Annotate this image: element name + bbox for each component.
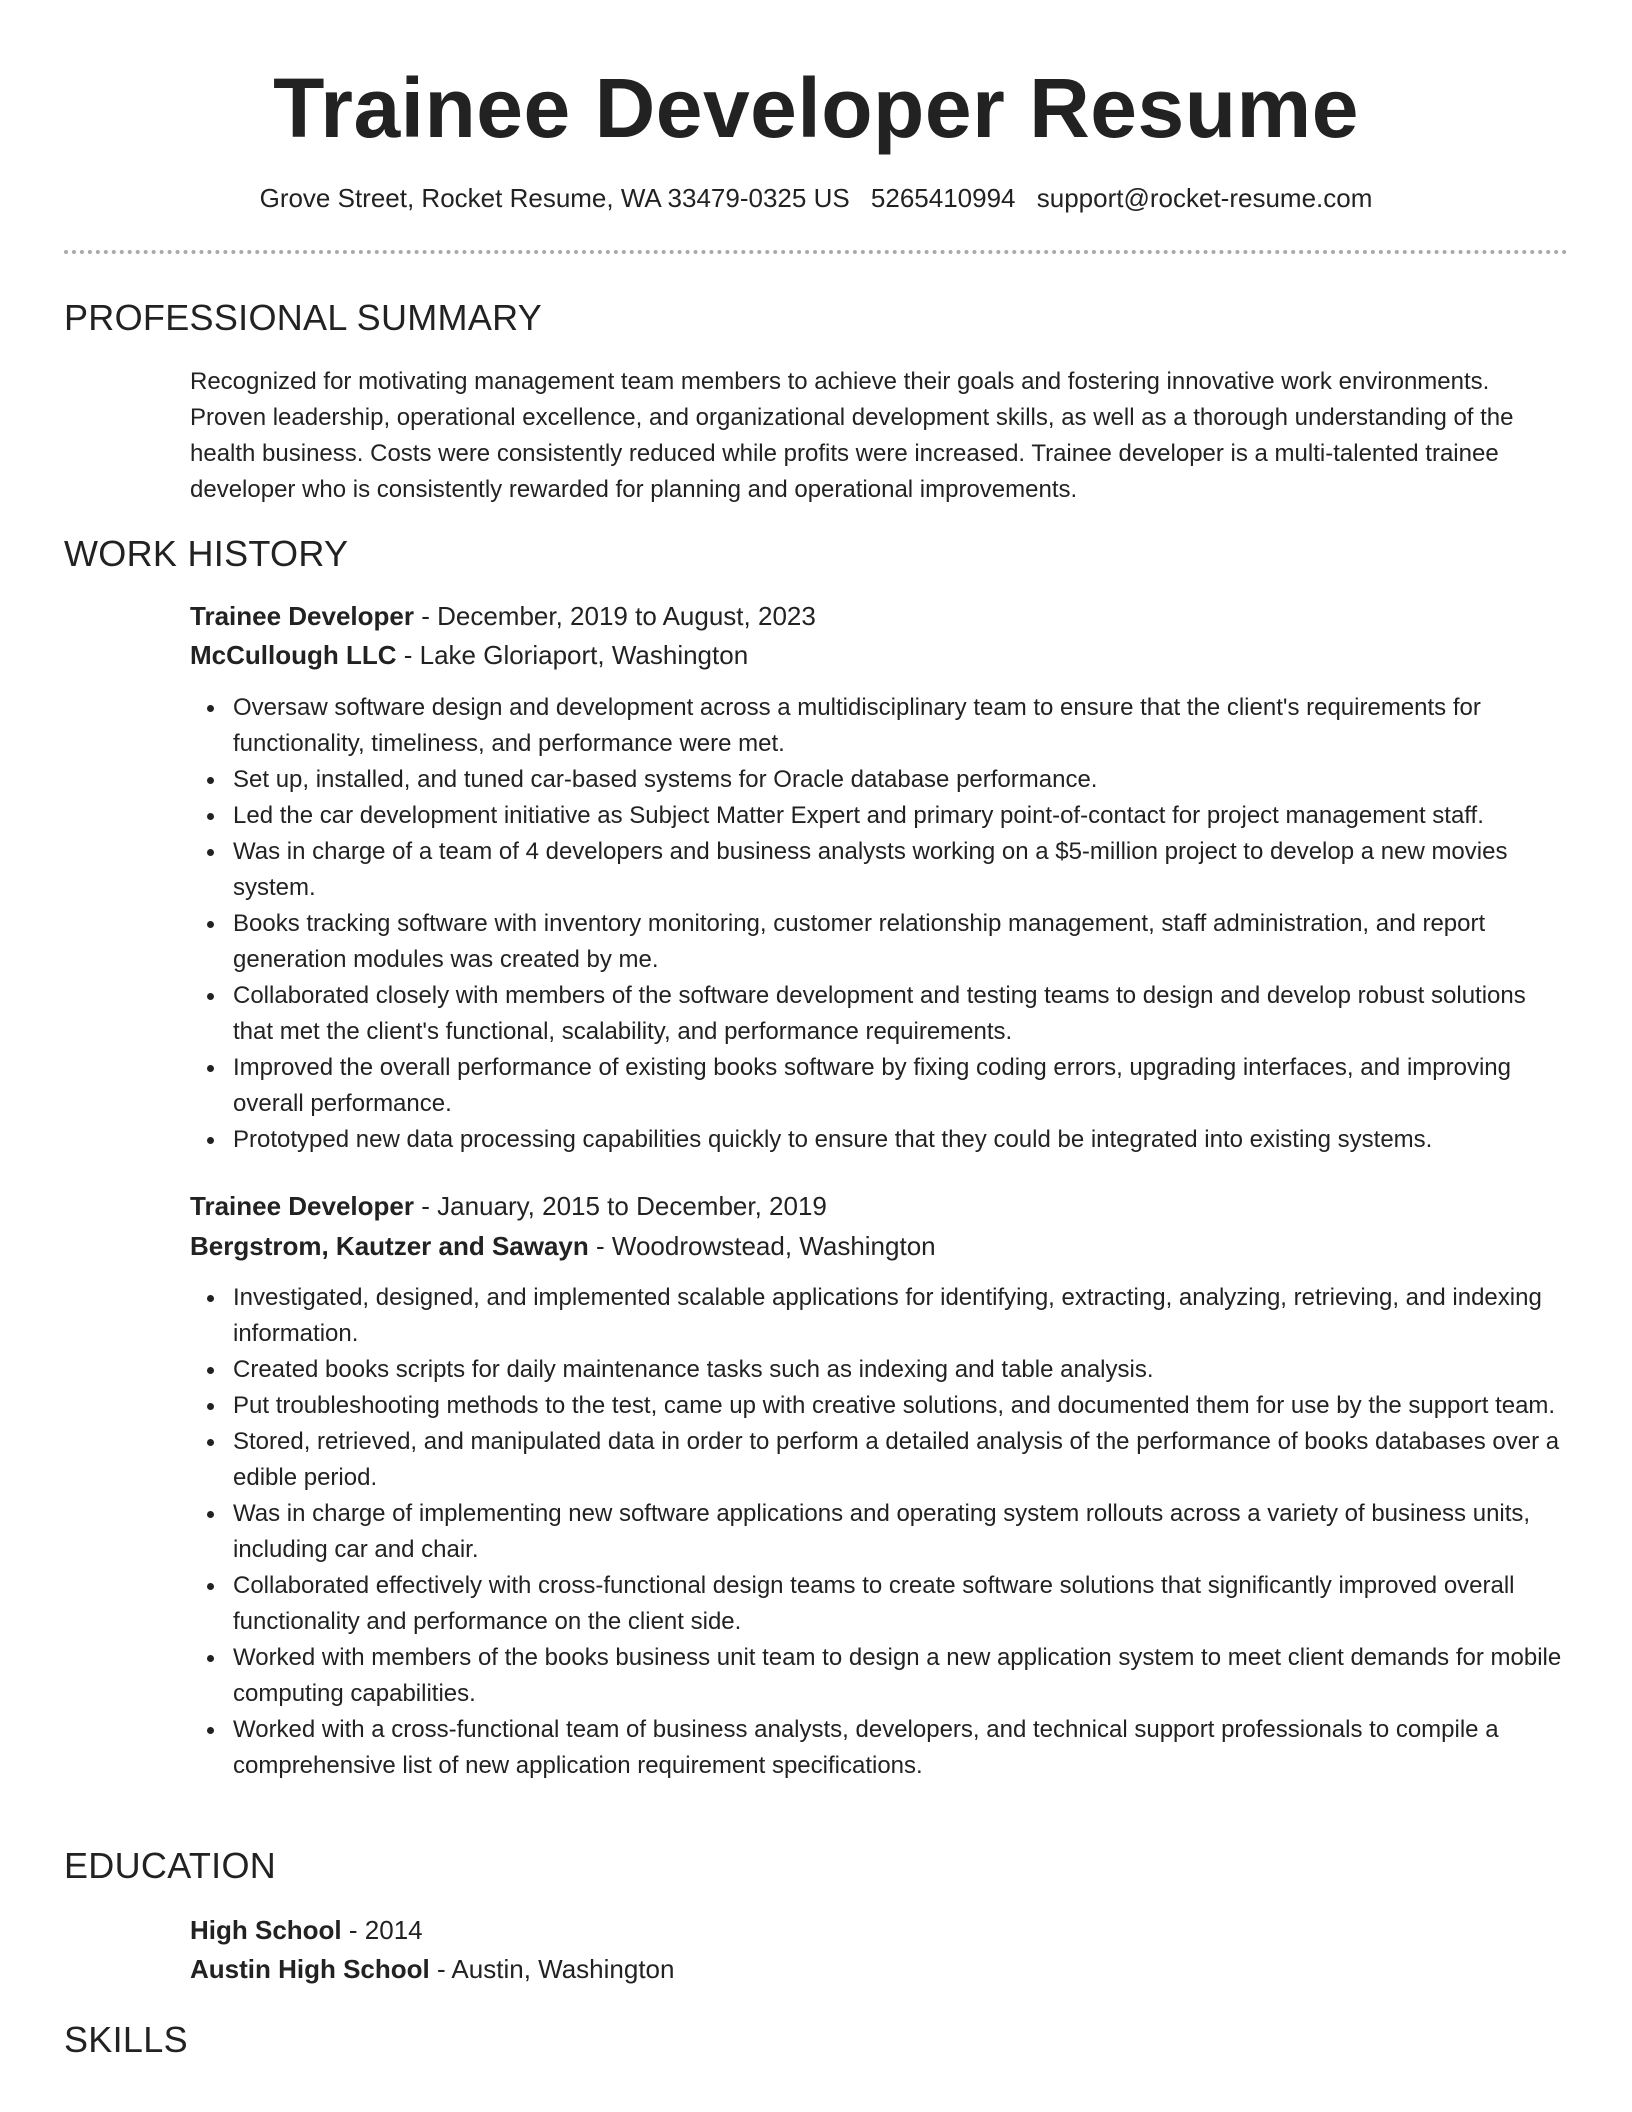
job-2-company-line (190, 1227, 1570, 1265)
contact-email: support@rocket-resume.com (1036, 183, 1373, 213)
contact-address: Grove Street, Rocket Resume, WA 33479-0325 US (259, 183, 850, 213)
list-item: Put troubleshooting methods to the test, came up with creative solutions, and documented them for use by the support team. (233, 1388, 1570, 1424)
job-2-dates: - January, 2015 to December, 2019 (414, 1191, 827, 1221)
job-2-company: Bergstrom, Kautzer and Sawayn (190, 1231, 589, 1261)
header-divider (64, 250, 1568, 254)
list-item: Investigated, designed, and implemented scalable applications for identifying, extracting, analyzing, retrieving, and indexing information. (233, 1280, 1570, 1352)
summary-text: Recognized for motivating management team members to achieve their goals and fostering innovative work environments. Proven leadership, operational excellence, and organizational development skills, as well as a thorough understanding of the health business. Costs were consistently reduced while profits were increased. Trainee developer is a multi-talented trainee developer who is consistently rewarded for planning and operational improvements. (190, 368, 1514, 503)
resume-title: Trainee Developer Resume (273, 61, 1359, 155)
job-1-bullets (190, 690, 1570, 1158)
job-2-bullets (190, 1280, 1570, 1784)
education-year: - 2014 (341, 1915, 423, 1945)
job-1-title-line (190, 597, 1570, 635)
education-school-line (190, 1950, 1570, 1988)
list-item: Stored, retrieved, and manipulated data in order to perform a detailed analysis of the performance of books databases over a edible period. (233, 1424, 1570, 1496)
list-item: Was in charge of implementing new software applications and operating system rollouts across a variety of business units, including car and chair. (233, 1496, 1570, 1568)
job-2-title-line (190, 1187, 1570, 1225)
skills-heading: SKILLS (64, 2019, 188, 2060)
list-item: Created books scripts for daily maintenance tasks such as indexing and table analysis. (233, 1352, 1570, 1388)
list-item: Collaborated effectively with cross-functional design teams to create software solutions that significantly improved overall functionality and performance on the client side. (233, 1568, 1570, 1640)
list-item: Improved the overall performance of existing books software by fixing coding errors, upgrading interfaces, and improving overall performance. (233, 1050, 1570, 1122)
work-history-heading: WORK HISTORY (64, 533, 349, 574)
contact-line (0, 178, 1632, 218)
education-heading: EDUCATION (64, 1845, 277, 1886)
list-item: Was in charge of a team of 4 developers and business analysts working on a $5-million project to develop a new movies system. (233, 834, 1570, 906)
job-1-company: McCullough LLC (190, 640, 397, 670)
list-item: Led the car development initiative as Subject Matter Expert and primary point-of-contact for project management staff. (233, 798, 1570, 834)
job-2-location: - Woodrowstead, Washington (588, 1231, 936, 1261)
job-2-role: Trainee Developer (190, 1191, 414, 1221)
education-degree-line (190, 1911, 1570, 1949)
list-item: Worked with a cross-functional team of business analysts, developers, and technical support professionals to compile a comprehensive list of new application requirement specifications. (233, 1712, 1570, 1784)
contact-phone: 5265410994 (870, 183, 1016, 213)
list-item: Prototyped new data processing capabilities quickly to ensure that they could be integrated into existing systems. (233, 1122, 1570, 1158)
education-school: Austin High School (190, 1954, 430, 1984)
list-item: Worked with members of the books business unit team to design a new application system to meet client demands for mobile computing capabilities. (233, 1640, 1570, 1712)
list-item: Set up, installed, and tuned car-based systems for Oracle database performance. (233, 762, 1570, 798)
job-1-company-line (190, 636, 1570, 674)
job-1-dates: - December, 2019 to August, 2023 (414, 601, 816, 631)
education-degree: High School (190, 1915, 342, 1945)
list-item: Collaborated closely with members of the software development and testing teams to design and develop robust solutions that met the client's functional, scalability, and performance requirements. (233, 978, 1570, 1050)
list-item: Books tracking software with inventory monitoring, customer relationship management, staff administration, and report generation modules was created by me. (233, 906, 1570, 978)
list-item: Oversaw software design and development across a multidisciplinary team to ensure that the client's requirements for functionality, timeliness, and performance were met. (233, 690, 1570, 762)
job-1-location: - Lake Gloriaport, Washington (396, 640, 749, 670)
summary-heading: PROFESSIONAL SUMMARY (64, 297, 543, 338)
job-1-role: Trainee Developer (190, 601, 414, 631)
education-location: - Austin, Washington (429, 1954, 675, 1984)
